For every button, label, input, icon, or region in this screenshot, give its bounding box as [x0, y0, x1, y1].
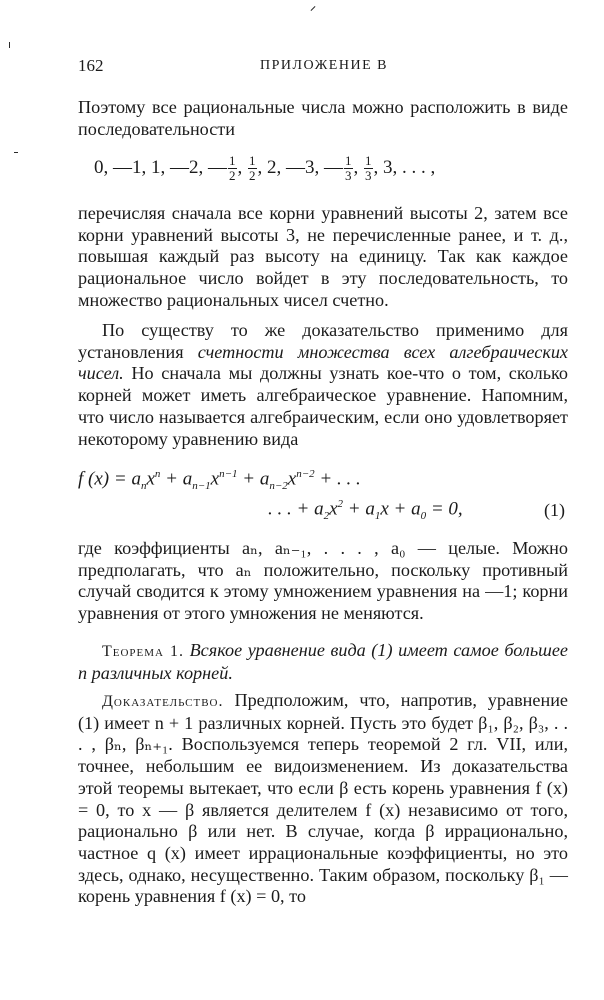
- fraction-denominator: 3: [345, 168, 352, 184]
- formula-term: x + a: [380, 498, 421, 520]
- scan-mark-left: [9, 42, 10, 48]
- paragraph-coefficients: где коэффициенты aₙ, aₙ₋₁, . . . , a₀ — целые. Можно предполагать, что aₙ положительно, поскольку противный случай сводится к этому умножением уравнения на —1; корни уравнения от этого умножения не меняются.: [78, 538, 568, 624]
- formula-term: + a: [237, 468, 270, 490]
- equation-number: (1): [544, 500, 565, 520]
- formula-superscript: n: [154, 468, 161, 480]
- fraction-minus-third: [344, 154, 353, 183]
- formula-term: . . . + a: [268, 498, 324, 520]
- theorem-statement: Всякое уравнение вида (1) имеет самое большее n различных корней.: [78, 640, 568, 683]
- proof: [78, 690, 568, 908]
- theorem-1: [78, 640, 568, 684]
- formula-subscript: n−1: [192, 480, 211, 493]
- paragraph-algebraic: [78, 320, 568, 450]
- proof-label: Доказательство.: [102, 693, 224, 710]
- paragraph-enumeration: перечисляя сначала все корни уравнений высоты 2, затем все корни уравнений высоты 3, не перечисленные ранее, и т. д., повышая каждый раз высоту на единицу. Так как каждое рациональное число войдет в эту последовательность, то множество рациональных чисел счетно.: [78, 203, 568, 310]
- formula-term: x: [287, 468, 297, 490]
- formula-term: x: [329, 498, 338, 520]
- sequence-separator: ,: [237, 157, 243, 178]
- scan-mark-left-2: [14, 152, 18, 153]
- fraction-third: [364, 154, 373, 183]
- sequence-part-1: 0, —1, 1, —2, —: [94, 157, 227, 178]
- formula-term: + a: [160, 468, 193, 490]
- formula-term: x: [146, 468, 155, 490]
- scan-mark-top: [311, 6, 316, 11]
- formula-superscript: n−1: [219, 468, 238, 480]
- fraction-numerator: 1: [345, 153, 352, 169]
- fraction-minus-half: [228, 154, 237, 183]
- formula-line-2: [268, 498, 463, 522]
- formula-term: = 0,: [426, 498, 463, 520]
- running-title: ПРИЛОЖЕНИЕ В: [260, 58, 388, 73]
- formula-subscript: 2: [323, 510, 330, 523]
- formula-subscript: 0: [420, 510, 427, 523]
- sequence-part-2: , 2, —3, —: [257, 157, 343, 178]
- formula-subscript: n: [140, 480, 147, 493]
- formula-subscript: n−2: [269, 480, 288, 493]
- formula-term: + a: [343, 498, 375, 520]
- fraction-numerator: 1: [229, 153, 236, 169]
- fraction-denominator: 3: [365, 168, 372, 184]
- sequence-part-3: , 3, . . . ,: [373, 157, 436, 178]
- fraction-numerator: 1: [365, 153, 372, 169]
- page-header: [78, 56, 568, 78]
- formula-superscript: n−2: [296, 468, 315, 480]
- formula-subscript: 1: [374, 510, 381, 523]
- paragraph-text: По существу то же доказательство применимо для установления: [78, 320, 568, 362]
- emphasis-text: счетности множества всех алгебраических чисел.: [78, 341, 568, 384]
- sequence-separator: ,: [353, 157, 359, 178]
- paragraph-intro: Поэтому все рациональные числа можно расположить в виде последовательности: [78, 97, 568, 139]
- formula-line-1: [78, 468, 361, 492]
- formula-term: f (x) = a: [78, 468, 141, 490]
- fraction-denominator: 2: [229, 168, 236, 184]
- paragraph-text: Но сначала мы должны узнать кое-что о том, сколько корней может иметь алгебраическое уравнение. Напомним, что число называется алгебраическим, если оно удовлетворяет некоторому уравнению вида: [78, 363, 568, 449]
- formula-term: x: [210, 468, 220, 490]
- page-number: 162: [78, 56, 104, 75]
- fraction-half: [248, 154, 257, 183]
- formula-term: + . . .: [314, 468, 361, 490]
- proof-text: Предположим, что, напротив, уравнение (1) имеет n + 1 различных корней. Пусть это будет β₁, β₂, β₃, . . . , βₙ, βₙ₊₁. Воспользуемся теперь теоремой 2 гл. VII, или, точнее, небольшим ее видоизменением. Из доказательства этой теоремы вытекает, что если β есть корень уравнения f (x) = 0, то x — β является делителем f (x) независимо от того, рационально β или нет. В случае, когда β иррационально, частное q (x) имеет иррациональные коэффициенты, но это здесь, однако, несущественно. Таким образом, поскольку β₁ — корень уравнения f (x) = 0, то: [78, 690, 569, 907]
- fraction-numerator: 1: [249, 153, 256, 169]
- fraction-denominator: 2: [249, 168, 256, 184]
- rational-sequence: [94, 148, 554, 188]
- formula-superscript: 2: [337, 498, 344, 510]
- theorem-label: Теорема 1.: [102, 643, 184, 660]
